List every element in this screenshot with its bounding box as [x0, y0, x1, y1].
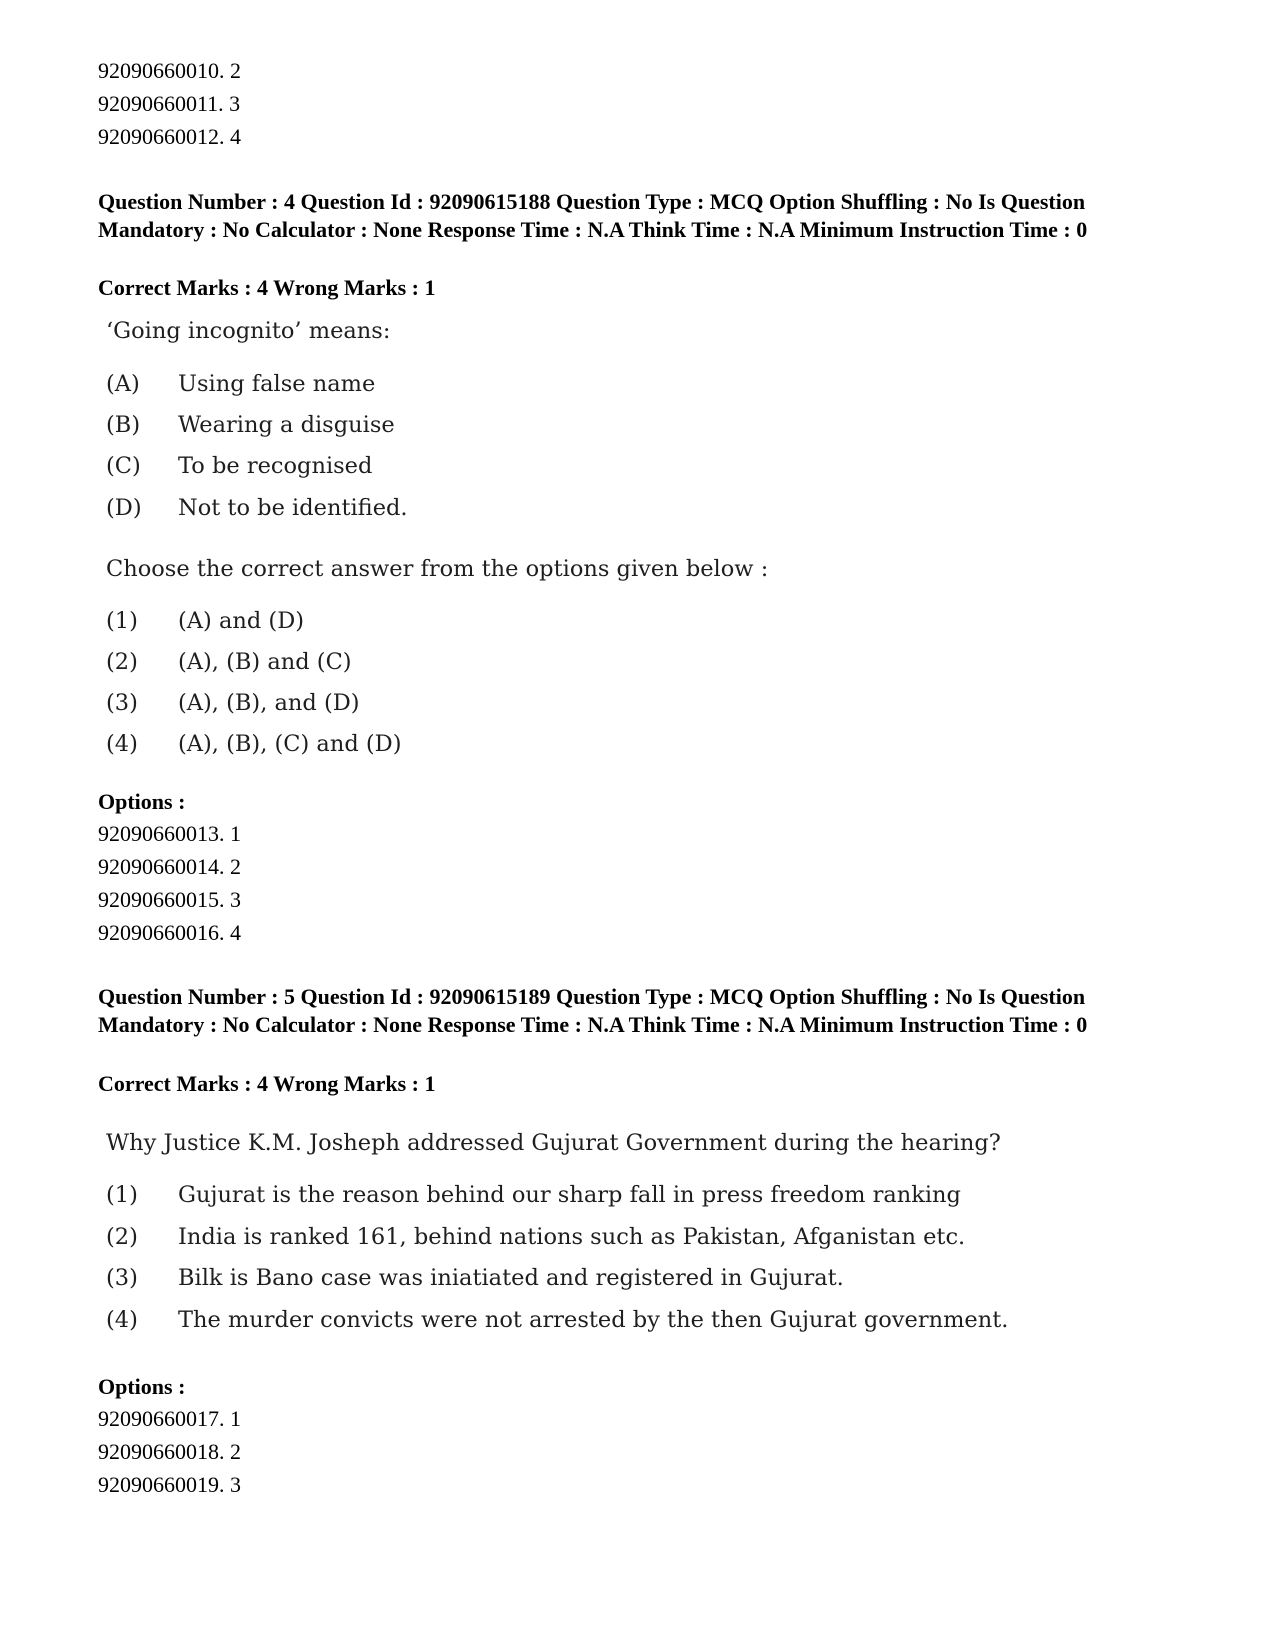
- choice-label: (2): [106, 1224, 138, 1250]
- choice-label: (2): [106, 649, 138, 675]
- option-line: 92090660011. 3: [98, 91, 241, 116]
- choice-text: (A), (B), (C) and (D): [178, 731, 402, 757]
- question-header: Question Number : 5 Question Id : 92090615189 Question Type : MCQ Option Shuffling : No Is Question Mandatory : No Calculator : None Response Time : N.A Think Time : N.A Minimum Instruction Time : 0: [98, 984, 1088, 1037]
- option-line: 92090660013. 1: [98, 821, 241, 846]
- options-title: Options :: [98, 789, 186, 814]
- choice-text: India is ranked 161, behind nations such as Pakistan, Afganistan etc.: [178, 1224, 966, 1250]
- option-line: 92090660015. 3: [98, 887, 241, 912]
- choice-label: (3): [106, 690, 138, 716]
- marks-line: Correct Marks : 4 Wrong Marks : 1: [98, 275, 436, 300]
- choice-text: Gujurat is the reason behind our sharp fall in press freedom ranking: [178, 1182, 961, 1208]
- choice-label: (1): [106, 1182, 138, 1208]
- options-title: Options :: [98, 1374, 186, 1399]
- statement-text: Using false name: [178, 371, 376, 397]
- marks-line: Correct Marks : 4 Wrong Marks : 1: [98, 1071, 436, 1096]
- question-stem: Why Justice K.M. Josheph addressed Gujurat Government during the hearing?: [106, 1130, 1001, 1156]
- question-stem: ‘Going incognito’ means:: [106, 318, 391, 344]
- statement-text: Not to be identified.: [178, 495, 408, 521]
- option-line: 92090660017. 1: [98, 1406, 241, 1431]
- statement-label: (D): [106, 495, 142, 521]
- choice-label: (4): [106, 1307, 138, 1333]
- choice-text: (A) and (D): [178, 608, 305, 634]
- option-line: 92090660019. 3: [98, 1472, 241, 1497]
- instruction-text: Choose the correct answer from the options given below :: [106, 556, 769, 582]
- statement-label: (C): [106, 453, 141, 479]
- choice-label: (4): [106, 731, 138, 757]
- choice-text: (A), (B) and (C): [178, 649, 352, 675]
- statement-text: Wearing a disguise: [178, 412, 395, 438]
- statement-label: (B): [106, 412, 141, 438]
- choice-text: Bilk is Bano case was iniatiated and registered in Gujurat.: [178, 1265, 844, 1291]
- question-header: Question Number : 4 Question Id : 92090615188 Question Type : MCQ Option Shuffling : No Is Question Mandatory : No Calculator : None Response Time : N.A Think Time : N.A Minimum Instruction Time : 0: [98, 189, 1088, 242]
- choice-label: (3): [106, 1265, 138, 1291]
- statement-text: To be recognised: [178, 453, 373, 479]
- choice-text: The murder convicts were not arrested by the then Gujurat government.: [178, 1307, 1009, 1333]
- option-line: 92090660010. 2: [98, 58, 241, 83]
- option-line: 92090660014. 2: [98, 854, 241, 879]
- option-line: 92090660012. 4: [98, 124, 241, 149]
- option-line: 92090660018. 2: [98, 1439, 241, 1464]
- choice-text: (A), (B), and (D): [178, 690, 360, 716]
- choice-label: (1): [106, 608, 138, 634]
- statement-label: (A): [106, 371, 140, 397]
- option-line: 92090660016. 4: [98, 920, 241, 945]
